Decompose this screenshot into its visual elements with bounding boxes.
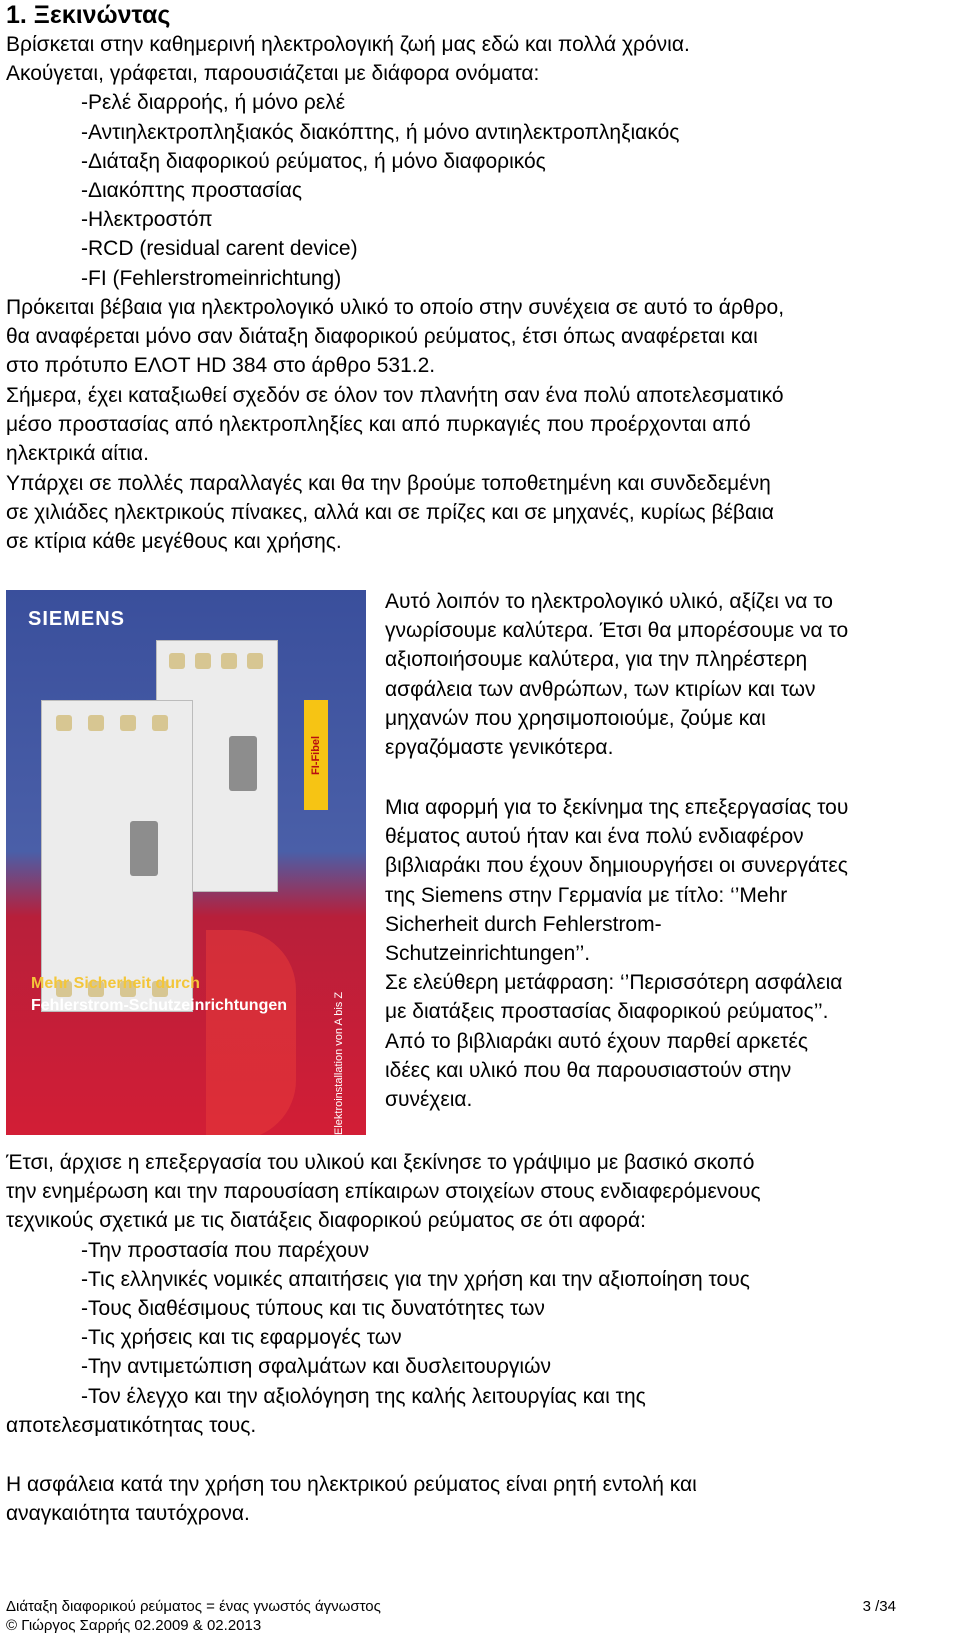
topic-item: -Τις χρήσεις και τις εφαρμογές των <box>81 1326 402 1350</box>
paragraph-2 <box>6 381 956 469</box>
brochure-cover-image <box>6 590 366 1135</box>
side-paragraph-2 <box>385 793 955 1114</box>
name-item: -Αντιηλεκτροπληξιακός διακόπτης, ή μόνο αντιηλεκτροπληξιακός <box>81 120 680 144</box>
name-item: -Διάταξη διαφορικού ρεύματος, ή μόνο διαφορικός <box>81 149 546 173</box>
footer-doc-title: Διάταξη διαφορικού ρεύματος = ένας γνωστός άγνωστος <box>6 1598 381 1615</box>
text-line: ηλεκτρικά αίτια. <box>6 442 149 466</box>
text-line: Sicherheit durch Fehlerstrom- <box>385 912 662 936</box>
text-line: Σε ελεύθερη μετάφραση: ‘’Περισσότερη ασφάλεια <box>385 971 843 995</box>
text-line: εργαζόμαστε γενικότερα. <box>385 736 614 760</box>
text-line: γνωρίσουμε καλύτερα. Έτσι θα μπορέσουμε να το <box>385 619 849 643</box>
text-line: Αυτό λοιπόν το ηλεκτρολογικό υλικό, αξίζει να το <box>385 590 833 613</box>
cover-series-strip: Elektroinstallation von A bis Z <box>333 991 345 1135</box>
text-line: Σήμερα, έχει καταξιωθεί σχεδόν σε όλον τον πλανήτη σαν ένα πολύ αποτελεσματικό <box>6 384 784 407</box>
name-item: -Ρελέ διαρροής, ή μόνο ρελέ <box>81 91 346 115</box>
name-item: -Διακόπτης προστασίας <box>81 179 302 203</box>
text-line: Η ασφάλεια κατά την χρήση του ηλεκτρικού ρεύματος είναι ρητή εντολή και <box>6 1473 697 1496</box>
text-line: μηχανών που χρησιμοποιούμε, ζούμε και <box>385 706 766 730</box>
text-line: στο πρότυπο ΕΛΟΤ HD 384 στο άρθρο 531.2. <box>6 354 436 378</box>
section-heading: 1. Ξεκινώντας <box>6 1 171 29</box>
topic-item: -Την προστασία που παρέχουν <box>81 1238 370 1262</box>
text-line: της Siemens στην Γερμανία με τίτλο: ‘’Mehr <box>385 883 788 907</box>
text-line: Υπάρχει σε πολλές παραλλαγές και θα την βρούμε τοποθετημένη και συνδεδεμένη <box>6 472 771 495</box>
topic-item: -Τις ελληνικές νομικές απαιτήσεις για την χρήση και την αξιοποίηση τους <box>81 1267 750 1291</box>
fi-fibel-tag: FI-Fibel <box>304 700 328 810</box>
name-item: -FI (Fehlerstromeinrichtung) <box>81 266 342 290</box>
text-line: συνέχεια. <box>385 1088 473 1112</box>
topic-item: -Τον έλεγχο και την αξιολόγηση της καλής λειτουργίας και της <box>81 1384 646 1408</box>
topic-item: -Την αντιμετώπιση σφαλμάτων και δυσλειτουργιών <box>81 1355 551 1379</box>
paragraph-5 <box>6 1470 956 1528</box>
intro-paragraph <box>6 30 956 293</box>
text-line: με διατάξεις προστασίας διαφορικού ρεύματος’’. <box>385 1000 829 1024</box>
text-line: αξιοποιήσουμε καλύτερα, για την πληρέστερη <box>385 648 808 672</box>
text-line: αναγκαιότητα ταυτόχρονα. <box>6 1502 250 1526</box>
text-line: Πρόκειται βέβαια για ηλεκτρολογικό υλικό το οποίο στην συνέχεια σε αυτό το άρθρο, <box>6 296 785 319</box>
page-number: 3 /34 <box>862 1598 896 1615</box>
text-line: ασφάλεια των ανθρώπων, των κτιρίων και των <box>385 677 816 701</box>
paragraph-3 <box>6 469 956 557</box>
text-line: την ενημέρωση και την παρουσίαση επίκαιρων στοιχείων στους ενδιαφερόμενους <box>6 1180 761 1204</box>
paragraph-1 <box>6 293 956 381</box>
text-line: Από το βιβλιαράκι αυτό έχουν παρθεί αρκετές <box>385 1029 809 1053</box>
text-line: μέσο προστασίας από ηλεκτροπληξίες και από πυρκαγιές που προέρχονται από <box>6 413 751 437</box>
cover-subtitle-1: Mehr Sicherheit durch <box>31 975 200 992</box>
text-line: βιβλιαράκι που έχουν δημιουργήσει οι συνεργάτες <box>385 854 848 878</box>
name-item: -RCD (residual carent device) <box>81 237 358 261</box>
footer-copyright: © Γιώργος Σαρρής 02.2009 & 02.2013 <box>6 1617 262 1634</box>
text-line: θέματος αυτού ήταν και ένα πολύ ενδιαφέρον <box>385 825 804 849</box>
text-line: θα αναφέρεται μόνο σαν διάταξη διαφορικού ρεύματος, έτσι όπως αναφέρεται και <box>6 325 758 349</box>
text-line: Μια αφορμή για το ξεκίνημα της επεξεργασίας του <box>385 796 849 819</box>
name-item: -Ηλεκτροστόπ <box>81 208 213 232</box>
rcd-device-front <box>41 700 193 1012</box>
cover-b-graphic <box>206 930 296 1135</box>
side-paragraph-1 <box>385 587 955 762</box>
text-line: σε κτίρια κάθε μεγέθους και χρήσης. <box>6 530 342 554</box>
intro-line: Ακούγεται, γράφεται, παρουσιάζεται με διάφορα ονόματα: <box>6 62 540 86</box>
text-line: αποτελεσματικότητας τους. <box>6 1413 257 1437</box>
cover-subtitle-2: Fehlerstrom-Schutzeinrichtungen <box>31 997 288 1014</box>
intro-line: Βρίσκεται στην καθημερινή ηλεκτρολογική ζωή μας εδώ και πολλά χρόνια. <box>6 33 690 56</box>
siemens-logo: SIEMENS <box>28 608 126 630</box>
text-line: σε χιλιάδες ηλεκτρικούς πίνακες, αλλά και σε πρίζες και σε μηχανές, κυρίως βέβαια <box>6 501 774 525</box>
text-line: Schutzeinrichtungen’’. <box>385 942 591 966</box>
topic-item: -Τους διαθέσιμους τύπους και τις δυνατότητες των <box>81 1297 545 1321</box>
paragraph-4 <box>6 1148 956 1440</box>
text-line: τεχνικούς σχετικά με τις διατάξεις διαφορικού ρεύματος σε ότι αφορά: <box>6 1209 646 1233</box>
text-line: Έτσι, άρχισε η επεξεργασία του υλικού και ξεκίνησε το γράψιμο με βασικό σκοπό <box>6 1151 755 1174</box>
page-footer <box>6 1597 896 1635</box>
text-line: ιδέες και υλικό που θα παρουσιαστούν στην <box>385 1058 792 1082</box>
